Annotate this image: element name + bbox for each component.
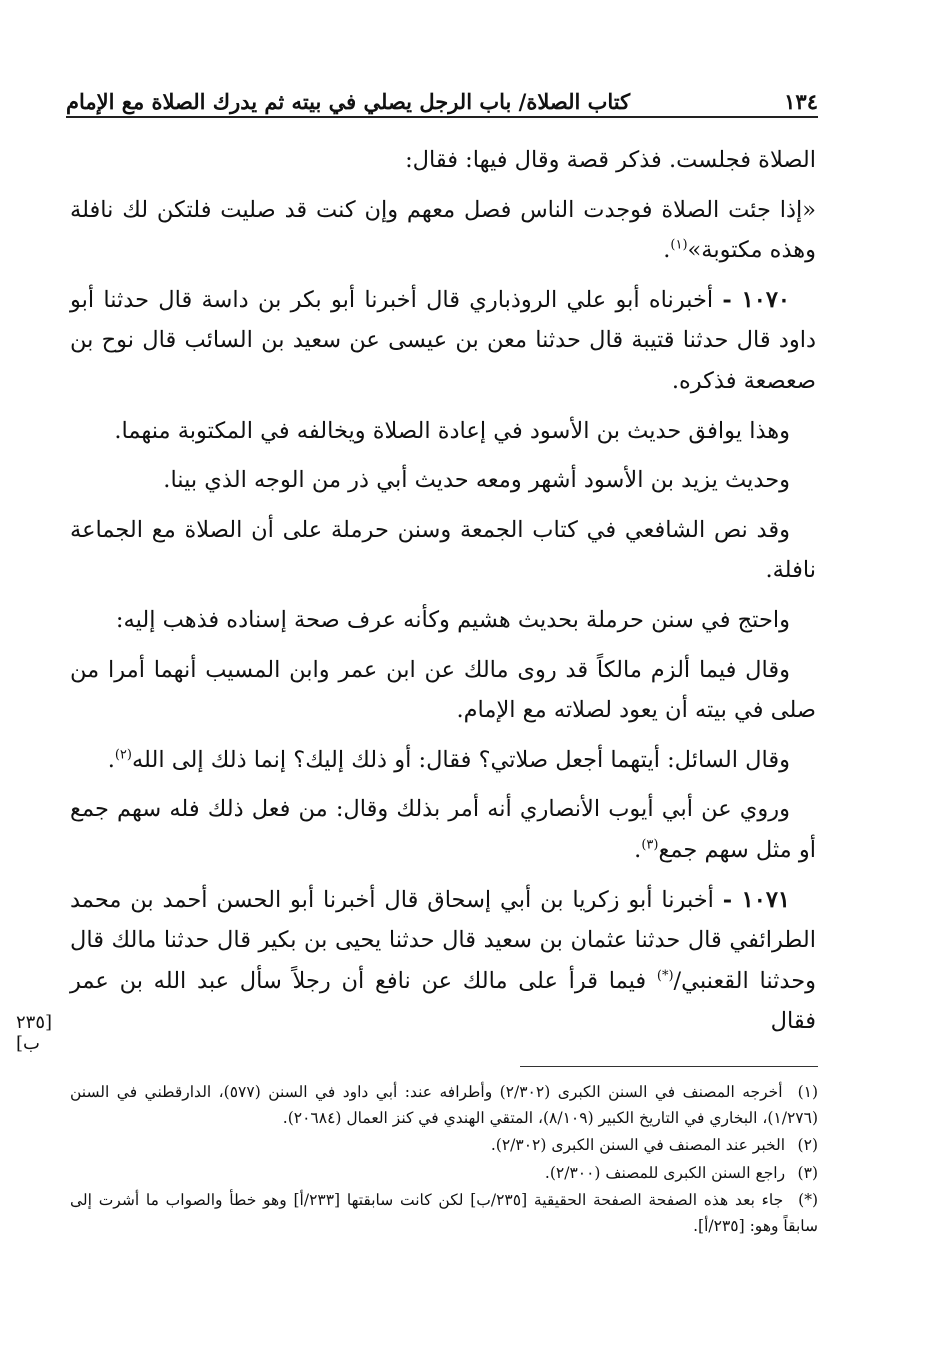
footnote: (١) أخرجه المصنف في السنن الكبرى (٢/٣٠٢) وأطرافه عند: أبي داود في السنن (٥٧٧)، الدارقطني في السنن (١/٢٧٦)، البخاري في التاريخ الكبير (٨/١٠٩)، المتقي الهندي في كنز العمال (٢٠٦٨٤).	[70, 1080, 818, 1131]
footnote: (٢) الخبر عند المصنف في السنن الكبرى (٢/٣٠٢).	[70, 1133, 818, 1159]
paragraph: واحتج في سنن حرملة بحديث هشيم وكأنه عرف صحة إسناده فذهب إليه:	[115, 606, 790, 633]
paragraph: وقد نص الشافعي في كتاب الجمعة وسنن حرملة على أن الصلاة مع الجماعة نافلة.	[70, 516, 816, 584]
footnote-mark: (*)	[798, 1191, 818, 1209]
footnote-mark: (٣)	[797, 1163, 818, 1182]
hadith-number: ١٠٧٠ -	[722, 286, 791, 313]
footnotes	[70, 1080, 818, 1241]
paragraph: وقال فيما ألزم مالكاً قد روى مالك عن ابن عمر وابن المسيب أنهما أمرا من صلى في بيته أن يعود لصلاته مع الإمام.	[70, 656, 816, 724]
hadith-paragraph: ١٠٧١ - أخبرنا أبو زكريا بن أبي إسحاق قال أخبرنا أبو الحسن أحمد بن محمد الطرائفي قال حدثنا عثمان بن سعيد قال حدثنا يحيى بن بكير قال حدثنا مالك قال وحدثنا القعنبي/(*) فيما قرأ على مالك عن نافع أن رجلاً سأل عبد الله بن عمر فقال	[70, 886, 816, 1035]
footnote-divider	[520, 1066, 818, 1067]
page-header	[66, 78, 818, 114]
footnote-mark: (١)	[797, 1083, 819, 1101]
hadith-paragraph: ١٠٧٠ - أخبرناه أبو علي الروذباري قال أخبرنا أبو بكر بن داسة قال حدثنا أبو داود قال حدثنا قتيبة قال حدثنا معن بن عيسى عن سعيد بن السائب قال نوح بن صعصعة فذكره.	[70, 286, 816, 394]
hadith-number: ١٠٧١ -	[722, 886, 791, 913]
footnote-ref: (٣)	[641, 837, 659, 853]
footnote: (٣) راجع السنن الكبرى للمصنف (٢/٣٠٠).	[70, 1161, 818, 1187]
paragraph: وهذا يوافق حديث بن الأسود في إعادة الصلاة ويخالفه في المكتوبة منهما.	[114, 417, 790, 444]
paragraph: «إذا جئت الصلاة فوجدت الناس فصل معهم وإن كنت قد صليت فلتكن لك نافلة وهذه مكتوبة»$^{(١)}$.	[70, 196, 816, 264]
header-divider	[66, 116, 818, 118]
paragraph: وحديث يزيد بن الأسود أشهر ومعه حديث أبي ذر من الوجه الذي بينا.	[163, 467, 790, 494]
running-title: كتاب الصلاة/ باب الرجل يصلي في بيته ثم يدرك الصلاة مع الإمام	[66, 89, 631, 114]
footnote-ref: (١)	[670, 237, 688, 253]
footnote-ref: (*)	[656, 968, 674, 984]
footnote-mark: (٢)	[797, 1136, 818, 1154]
paragraph: وقال السائل: أيتهما أجعل صلاتي؟ فقال: أو ذلك إليك؟ إنما ذلك إلى الله$^{(٢)}$.	[107, 746, 790, 773]
paragraph: الصلاة فجلست. فذكر قصة وقال فيها: فقال:	[405, 147, 816, 173]
paragraph: وروي عن أبي أيوب الأنصاري أنه أمر بذلك وقال: من فعل ذلك فله سهم جمع أو مثل سهم جمع$^{(٣)}$.	[70, 796, 816, 863]
margin-page-marker: [٢٣٥ ب]	[16, 1012, 53, 1054]
page-number: ١٣٤	[784, 89, 818, 114]
footnote-ref: (٢)	[114, 747, 132, 763]
main-text	[70, 140, 816, 1051]
footnote: (*) جاء بعد هذه الصفحة الصفحة الحقيقية [٢٣٥/ب] لكن كانت سابقتها [٢٣٣/أ] وهو خطأ والصواب ما أشرت إلى سابقاً وهو: [٢٣٥/أ].	[70, 1188, 818, 1239]
